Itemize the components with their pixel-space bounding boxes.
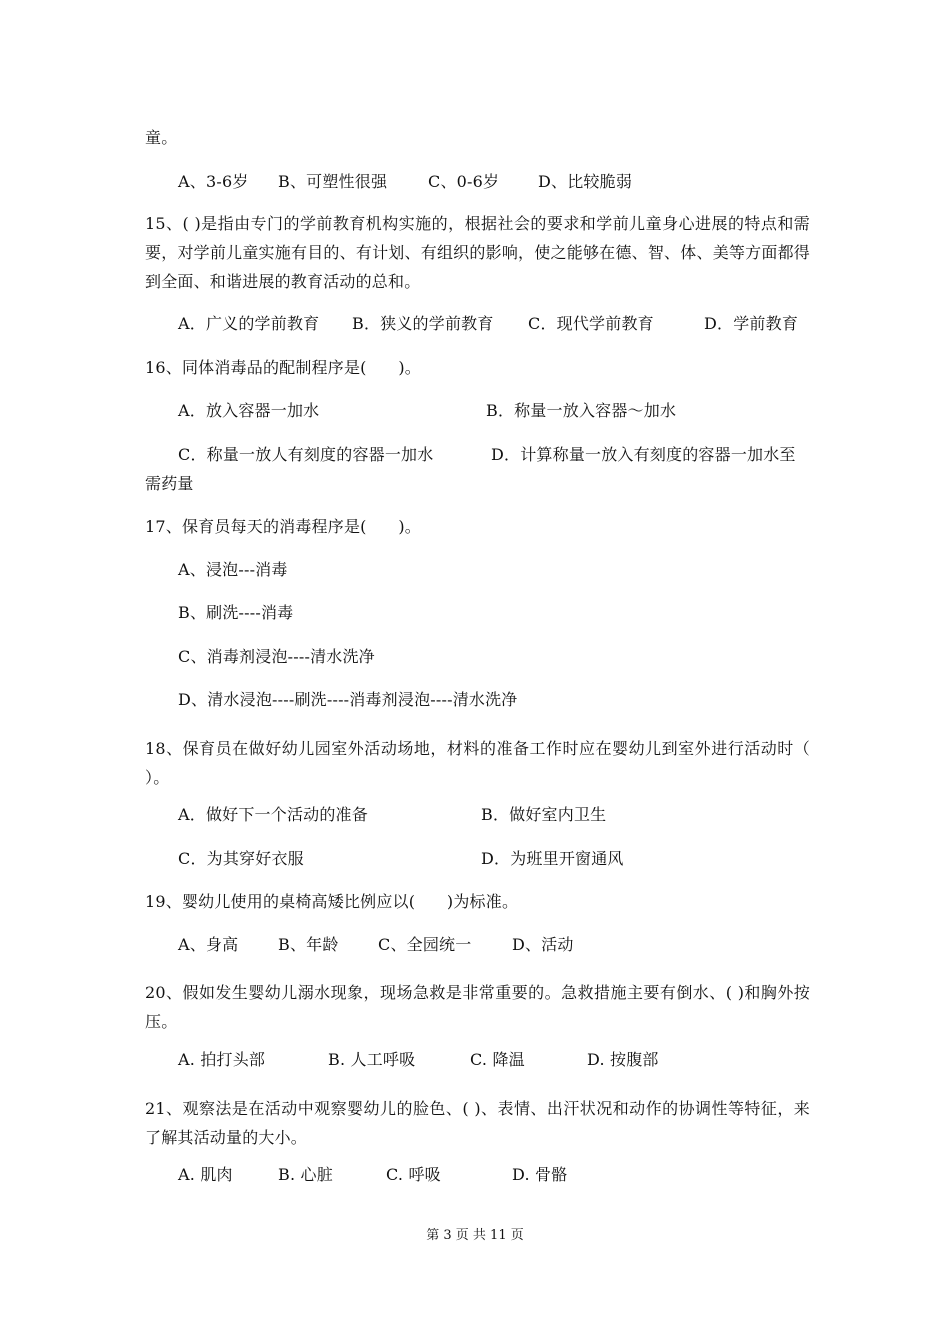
q19-option-d: D、活动	[512, 935, 574, 954]
q18-option-d: D．为班里开窗通风	[481, 849, 624, 868]
q15-option-a: A．广义的学前教育	[178, 314, 320, 333]
q20-option-a: A. 拍打头部	[178, 1050, 266, 1069]
q15-option-d: D．学前教育	[704, 314, 799, 333]
q19-option-c: C、全园统一	[378, 935, 472, 954]
question-19: 19、婴幼儿使用的桌椅高矮比例应以( )为标准。	[145, 892, 519, 911]
question-17: 17、保育员每天的消毒程序是( )。	[145, 517, 421, 536]
q18-option-a: A．做好下一个活动的准备	[178, 805, 368, 824]
q14-option-c: C、0-6岁	[428, 172, 500, 191]
q18-option-b: B．做好室内卫生	[481, 805, 607, 824]
q14-option-d: D、比较脆弱	[538, 172, 633, 191]
q21-option-b: B. 心脏	[278, 1165, 333, 1184]
question-20: 20、假如发生婴幼儿溺水现象，现场急救是非常重要的。急救措施主要有倒水、( )和胸外按压。	[145, 983, 810, 1031]
continuation-text: 童。	[145, 128, 178, 147]
q19-option-a: A、身高	[178, 935, 239, 954]
q17-option-b: B、刷洗----消毒	[178, 603, 294, 622]
q16-option-c: C．称量一放人有刻度的容器一加水	[178, 445, 434, 464]
q20-option-c: C. 降温	[470, 1050, 525, 1069]
q16-option-a: A．放入容器一加水	[178, 401, 320, 420]
q19-option-b: B、年龄	[278, 935, 339, 954]
question-15: 15、( )是指由专门的学前教育机构实施的，根据社会的要求和学前儿童身心进展的特点和需要，对学前儿童实施有目的、有计划、有组织的影响，使之能够在德、智、体、美等方面都得到全面、和谐进展的教育活动的总和。	[145, 214, 810, 291]
q21-option-a: A. 肌肉	[178, 1165, 233, 1184]
q17-option-a: A、浸泡---消毒	[178, 560, 288, 579]
q16-option-d: D．计算称量一放入有刻度的容器一加水至	[491, 445, 796, 464]
q21-option-d: D. 骨骼	[512, 1165, 568, 1184]
q20-option-b: B. 人工呼吸	[328, 1050, 416, 1069]
q15-option-b: B．狭义的学前教育	[352, 314, 494, 333]
question-21: 21、观察法是在活动中观察婴幼儿的脸色、( )、表情、出汗状况和动作的协调性等特征，来了解其活动量的大小。	[145, 1099, 810, 1147]
q15-option-c: C．现代学前教育	[528, 314, 654, 333]
q20-option-d: D. 按腹部	[587, 1050, 659, 1069]
q17-option-c: C、消毒剂浸泡----清水洗净	[178, 647, 375, 666]
q17-option-d: D、清水浸泡----刷洗----消毒剂浸泡----清水洗净	[178, 690, 518, 709]
page-number-footer: 第 3 页 共 11 页	[426, 1228, 524, 1243]
q18-option-c: C．为其穿好衣服	[178, 849, 304, 868]
q16-option-d-continued: 需药量	[145, 474, 194, 493]
q21-option-c: C. 呼吸	[386, 1165, 441, 1184]
q14-option-a: A、3-6岁	[178, 172, 249, 191]
q16-option-b: B．称量一放入容器～加水	[486, 401, 677, 420]
question-18: 18、保育员在做好幼儿园室外活动场地，材料的准备工作时应在婴幼儿到室外进行活动时（ ）。	[145, 739, 810, 787]
question-16: 16、同体消毒品的配制程序是( )。	[145, 358, 421, 377]
q14-option-b: B、可塑性很强	[278, 172, 388, 191]
